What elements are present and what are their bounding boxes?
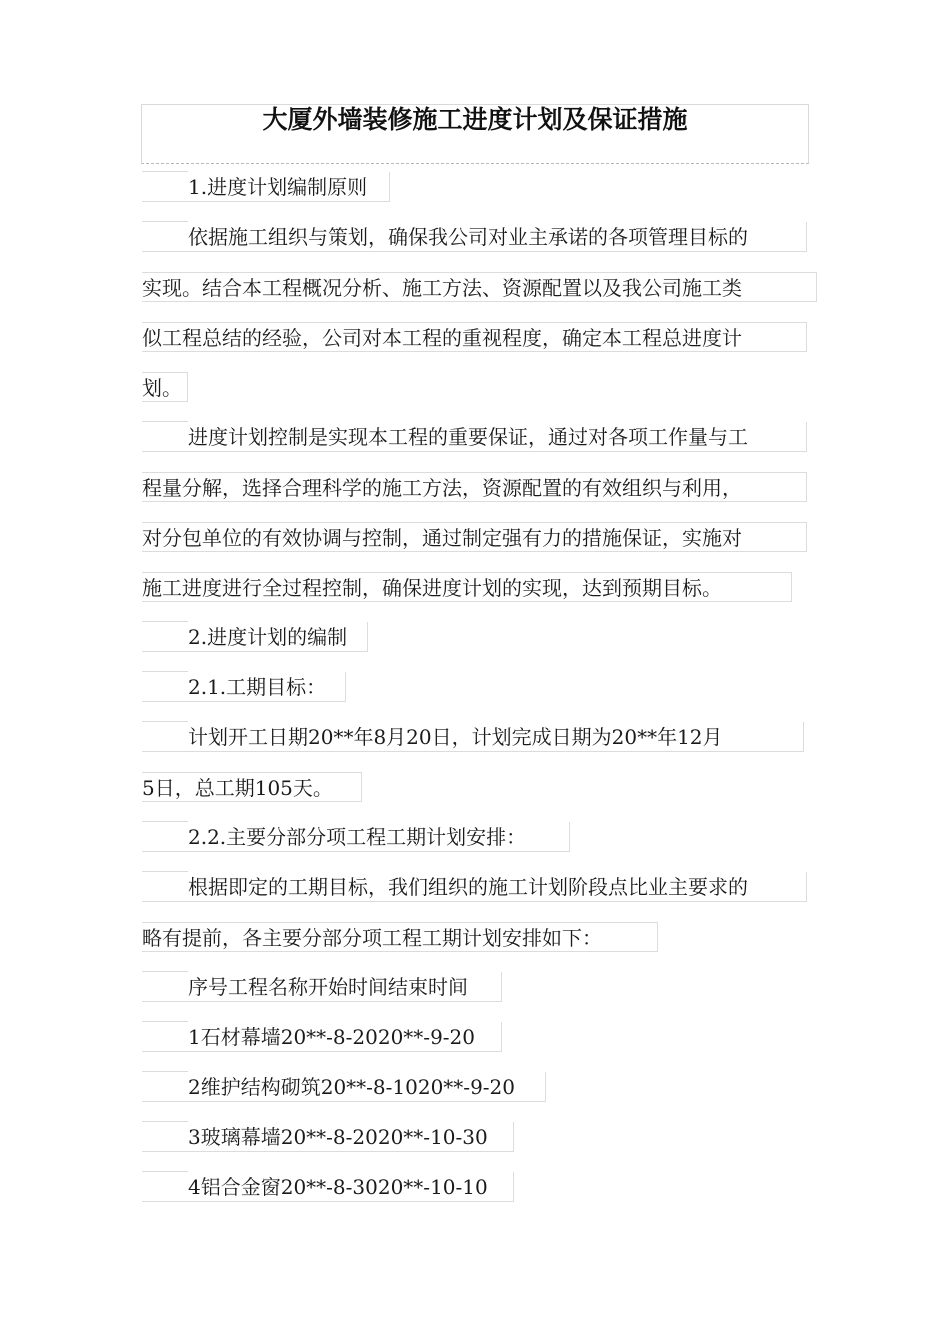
document-title: 大厦外墙装修施工进度计划及保证措施 [141,104,809,164]
paragraph-line: 计划开工日期20**年8月20日，计划完成日期为20**年12月 [142,722,804,752]
paragraph-line: 对分包单位的有效协调与控制，通过制定强有力的措施保证，实施对 [142,522,807,552]
table-header-line: 序号工程名称开始时间结束时间 [142,972,502,1002]
table-row-line: 4铝合金窗20**-8-3020**-10-10 [142,1172,514,1202]
paragraph-line: 5日，总工期105天。 [142,772,362,802]
paragraph-line: 施工进度进行全过程控制，确保进度计划的实现，达到预期目标。 [142,572,792,602]
paragraph-line: 依据施工组织与策划，确保我公司对业主承诺的各项管理目标的 [142,222,807,252]
table-row-line: 2维护结构砌筑20**-8-1020**-9-20 [142,1072,546,1102]
paragraph-line: 进度计划控制是实现本工程的重要保证，通过对各项工作量与工 [142,422,807,452]
paragraph-line: 程量分解，选择合理科学的施工方法，资源配置的有效组织与利用， [142,472,807,502]
paragraph-line: 根据即定的工期目标，我们组织的施工计划阶段点比业主要求的 [142,872,807,902]
section-heading-2: 2.进度计划的编制 [142,622,368,652]
subsection-heading-2-1: 2.1.工期目标： [142,672,346,702]
paragraph-line: 略有提前，各主要分部分项工程工期计划安排如下： [142,922,658,952]
paragraph-line: 实现。结合本工程概况分析、施工方法、资源配置以及我公司施工类 [142,272,817,302]
section-heading-1: 1.进度计划编制原则 [142,172,390,202]
paragraph-line: 似工程总结的经验，公司对本工程的重视程度，确定本工程总进度计 [142,322,807,352]
table-row-line: 3玻璃幕墙20**-8-2020**-10-30 [142,1122,514,1152]
paragraph-line: 划。 [142,372,188,402]
subsection-heading-2-2: 2.2.主要分部分项工程工期计划安排： [142,822,570,852]
table-row-line: 1石材幕墙20**-8-2020**-9-20 [142,1022,502,1052]
